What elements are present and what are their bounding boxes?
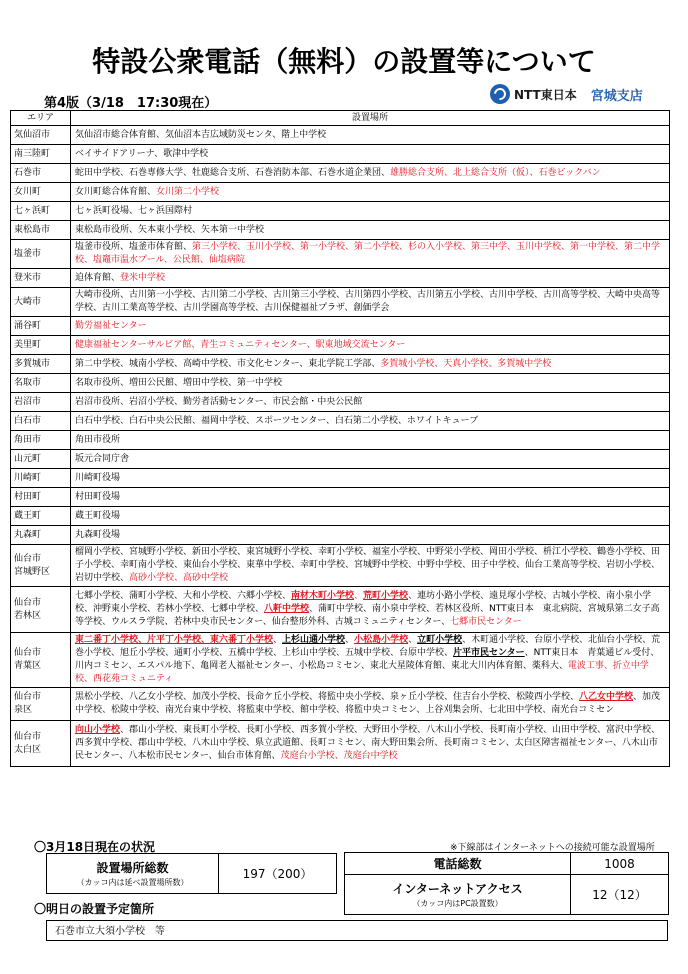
location-cell bbox=[71, 721, 670, 767]
location-cell bbox=[71, 488, 670, 507]
area-name: 泉区 bbox=[14, 705, 33, 715]
location-cell bbox=[71, 450, 670, 469]
internet-sub: （カッコ内はPC設置数） bbox=[412, 899, 503, 908]
internet-label-cell bbox=[345, 875, 571, 915]
col-header-location: 設置場所 bbox=[71, 111, 670, 126]
area-cell bbox=[11, 393, 71, 412]
area-name: 村田町 bbox=[14, 491, 42, 502]
area-cell bbox=[11, 488, 71, 507]
location-cell bbox=[71, 126, 670, 145]
location-text: 榴岡小学校、宮城野小学校、新田小学校、東宮城野小学校、幸町小学校、福室小学校、中野栄小学校、岡田小学校、枡江小学校、鶴巻小学校、田子小学校、幸町南小学校、東仙台小学校、東華中学校、幸町中学校、宮城野中学校、中野中学校、田子中学校、仙台工業高等学校、岩切小学校、岩切中学校、 bbox=[75, 547, 661, 583]
location-cell bbox=[71, 336, 670, 355]
location-text: 、加茂中学校、松陵中学校、南光台東中学校、将監東中学校、館中学校、将監中央コミセン、上谷刈集会所、七北田中学校、南光台コミセン bbox=[75, 692, 661, 715]
logo-text: NTT東日本 bbox=[514, 87, 577, 102]
phones-label-cell bbox=[345, 853, 571, 875]
location-text: 茂庭台小学校、茂庭台中学校 bbox=[280, 751, 398, 761]
area-cell bbox=[11, 633, 71, 688]
area-cell bbox=[11, 317, 71, 336]
area-name: 東松島市 bbox=[14, 224, 51, 235]
table-row bbox=[11, 221, 670, 240]
location-text: 気仙沼市総合体育館、気仙沼本吉広域防災センタ、階上中学校 bbox=[75, 129, 327, 140]
area-cell bbox=[11, 164, 71, 183]
location-text: 七郷市民センター bbox=[450, 617, 522, 627]
area-name: 仙台市 bbox=[14, 648, 42, 658]
location-cell bbox=[71, 240, 670, 269]
underline-note: ※下線部はインターネットへの接続可能な設置場所 bbox=[450, 843, 655, 853]
location-text: 七ヶ浜町役場、七ヶ浜国際村 bbox=[75, 205, 193, 216]
location-text: 蔵王町役場 bbox=[75, 510, 121, 521]
table-row bbox=[11, 488, 670, 507]
table-row bbox=[11, 317, 670, 336]
table-row bbox=[11, 587, 670, 633]
location-text: 向山小学校 bbox=[75, 725, 121, 735]
area-name: 仙台市 bbox=[14, 597, 42, 608]
area-cell bbox=[11, 431, 71, 450]
branch-name: 宮城支店 bbox=[590, 88, 643, 104]
location-text: 電波工事、折立中学校、西花苑コミュニティ bbox=[75, 661, 649, 684]
location-cell bbox=[71, 145, 670, 164]
area-cell bbox=[11, 545, 71, 587]
location-text: 、 bbox=[273, 635, 283, 645]
area-name: 名取市 bbox=[14, 377, 42, 388]
location-text: 高砂小学校、高砂中学校 bbox=[129, 573, 229, 583]
area-cell bbox=[11, 126, 71, 145]
location-text: 、蒲町中学校、南小泉中学校、若林区役所、NTT東日本 東北病院、宮城県第二女子高等学校、ウルスラ学院、若林中央市民センター、仙台整形外科、古城コミュニティセンター、 bbox=[75, 604, 660, 627]
location-text: 小松島小学校 bbox=[354, 635, 409, 645]
location-cell bbox=[71, 431, 670, 450]
internet-label: インターネットアクセス bbox=[392, 882, 523, 896]
location-text: 、木町通小学校、台原小学校、北仙台小学校、荒巻小学校、旭丘小学校、通町小学校、五橋中学校、上杉山中学校、五城中学校、台原中学校、 bbox=[75, 635, 661, 658]
location-text: 坂元合同庁舎 bbox=[75, 453, 130, 464]
locations-sub: （カッコ内は延べ設置場所数） bbox=[76, 878, 189, 887]
area-cell bbox=[11, 288, 71, 317]
area-name: 大崎市 bbox=[14, 296, 42, 307]
location-text: 雄勝総合支所、北上総合支所（仮）、石巻ビックバン bbox=[390, 167, 601, 178]
location-cell bbox=[71, 269, 670, 288]
area-name: 角田市 bbox=[14, 434, 42, 445]
location-text: 八乙女中学校 bbox=[579, 692, 634, 702]
location-text: 立町小学校 bbox=[417, 635, 463, 645]
location-cell bbox=[71, 587, 670, 633]
area-name: 登米市 bbox=[14, 272, 42, 283]
area-name: 美里町 bbox=[14, 339, 42, 350]
area-cell bbox=[11, 355, 71, 374]
table-row bbox=[11, 431, 670, 450]
location-cell bbox=[71, 183, 670, 202]
location-text: 第三小学校、玉川小学校、第一小学校、第二小学校、杉の入小学校、第三中学、玉川中学校、第一中学校、第二中学校、塩竈市温水プール、公民館、仙塩病院 bbox=[75, 242, 661, 265]
locations-label-cell bbox=[47, 854, 219, 894]
area-name: 川崎町 bbox=[14, 472, 42, 483]
edition-label: 第4版（3/18 17:30現在） bbox=[44, 96, 218, 111]
tomorrow-value: 石巻市立大須小学校 等 bbox=[46, 920, 668, 941]
ntt-logo bbox=[490, 84, 643, 104]
col-header-area: エリア bbox=[11, 111, 71, 126]
locations-value: 197（200） bbox=[219, 854, 337, 894]
area-cell bbox=[11, 145, 71, 164]
location-text: 荒町小学校 bbox=[363, 591, 409, 601]
table-row bbox=[11, 469, 670, 488]
table-row bbox=[11, 269, 670, 288]
area-name: 宮城野区 bbox=[14, 566, 51, 577]
location-cell bbox=[71, 164, 670, 183]
area-cell bbox=[11, 336, 71, 355]
area-cell bbox=[11, 221, 71, 240]
table-row bbox=[11, 545, 670, 587]
location-text: 、 bbox=[345, 635, 355, 645]
area-cell bbox=[11, 688, 71, 721]
area-name: 太白区 bbox=[14, 744, 42, 755]
phones-value: 1008 bbox=[571, 853, 669, 875]
table-row bbox=[11, 126, 670, 145]
area-name: 仙台市 bbox=[14, 553, 42, 564]
area-name: 南三陸町 bbox=[14, 148, 51, 159]
table-row bbox=[11, 633, 670, 688]
area-cell bbox=[11, 526, 71, 545]
area-name: 白石市 bbox=[14, 415, 42, 426]
location-text: 黒松小学校、八乙女小学校、加茂小学校、長命ケ丘小学校、将監中央小学校、泉ヶ丘小学校、住吉台小学校、松陵西小学校、 bbox=[75, 692, 580, 702]
locations-label: 設置場所総数 bbox=[96, 861, 169, 875]
phones-box bbox=[344, 852, 669, 915]
location-text: 上杉山通小学校 bbox=[282, 635, 346, 645]
tomorrow-heading: 〇明日の設置予定箇所 bbox=[34, 902, 155, 916]
location-text: ベイサイドアリーナ、歌津中学校 bbox=[75, 148, 209, 159]
location-text: 、NTT東日本 青葉通ビル受付、川内コミセン、エスパル地下、亀岡老人福祉センター、小松島コミセン、東北大星陵体育館、東北大川内体育館、薬科大、 bbox=[75, 648, 660, 671]
status-heading: 〇3月18日現在の状況 bbox=[34, 840, 156, 854]
location-text: 多賀城小学校、天真小学校、多賀城中学校 bbox=[380, 358, 552, 369]
area-cell bbox=[11, 507, 71, 526]
location-text: 、 bbox=[408, 635, 418, 645]
area-cell bbox=[11, 450, 71, 469]
location-text: 、 bbox=[354, 591, 364, 601]
area-name: 蔵王町 bbox=[14, 510, 42, 521]
area-cell bbox=[11, 469, 71, 488]
area-cell bbox=[11, 412, 71, 431]
location-text: 南材木町小学校 bbox=[291, 591, 355, 601]
location-text: 片平市民センター bbox=[453, 648, 525, 658]
location-cell bbox=[71, 633, 670, 688]
location-cell bbox=[71, 202, 670, 221]
location-text: 岩沼市役所、岩沼小学校、勤労者活動センター、市民会館・中央公民館 bbox=[75, 396, 363, 407]
location-cell bbox=[71, 374, 670, 393]
location-text: 東松島市役所、矢本東小学校、矢本第一中学校 bbox=[75, 224, 265, 235]
location-text: 川崎町役場 bbox=[75, 472, 121, 483]
area-name: 岩沼市 bbox=[14, 396, 42, 407]
location-text: 登米中学校 bbox=[120, 272, 166, 283]
area-cell bbox=[11, 202, 71, 221]
table-row bbox=[11, 355, 670, 374]
location-text: 、郡山小学校、東長町小学校、長町小学校、西多賀小学校、大野田小学校、八木山小学校、長町南小学校、山田中学校、富沢中学校、西多賀中学校、郡山中学校、八木山中学校、県立武道館、長町コミセン、南大野田集会所、長町南コミセン、太白区障害福祉センター、八木山市民センター、八本松市民センター、仙台市体育館、 bbox=[75, 725, 661, 761]
table-row bbox=[11, 412, 670, 431]
location-cell bbox=[71, 288, 670, 317]
location-table bbox=[10, 110, 670, 767]
table-row bbox=[11, 450, 670, 469]
area-cell bbox=[11, 374, 71, 393]
location-cell bbox=[71, 688, 670, 721]
location-text: 大崎市役所、古川第一小学校、古川第二小学校、古川第三小学校、古川第四小学校、古川第五小学校、古川中学校、古川高等学校、大崎中央高等学校、古川工業高等学校、古川学園高等学校、古川保健福祉プラザ、創価学会 bbox=[75, 290, 661, 313]
area-name: 丸森町 bbox=[14, 529, 42, 540]
area-name: 気仙沼市 bbox=[14, 129, 51, 140]
location-text: 東二番丁小学校、片平丁小学校、東六番丁小学校 bbox=[75, 635, 274, 645]
table-row bbox=[11, 145, 670, 164]
area-name: 七ヶ浜町 bbox=[14, 205, 51, 216]
location-text: 丸森町役場 bbox=[75, 529, 121, 540]
phones-label: 電話総数 bbox=[433, 857, 482, 871]
location-cell bbox=[71, 412, 670, 431]
ntt-logo-icon bbox=[490, 84, 510, 104]
table-row bbox=[11, 526, 670, 545]
table-row bbox=[11, 288, 670, 317]
table-row bbox=[11, 240, 670, 269]
location-text: 、連坊小路小学校、遠見塚小学校、古城小学校、南小泉小学校、沖野東小学校、若林小学校、七郷中学校、 bbox=[75, 591, 652, 614]
area-cell bbox=[11, 240, 71, 269]
area-name: 若林区 bbox=[14, 610, 42, 621]
location-cell bbox=[71, 545, 670, 587]
location-cell bbox=[71, 526, 670, 545]
area-name: 石巻市 bbox=[14, 167, 42, 178]
table-row bbox=[11, 393, 670, 412]
table-row bbox=[11, 374, 670, 393]
internet-value: 12（12） bbox=[571, 875, 669, 915]
area-name: 女川町 bbox=[14, 186, 42, 197]
location-cell bbox=[71, 469, 670, 488]
page-title: 特設公衆電話（無料）の設置等について bbox=[92, 45, 596, 78]
table-row bbox=[11, 164, 670, 183]
location-text: 迫体育館、 bbox=[75, 272, 121, 283]
location-cell bbox=[71, 507, 670, 526]
area-name: 仙台市 bbox=[14, 692, 42, 702]
area-name: 塩釜市 bbox=[14, 248, 42, 259]
area-name: 山元町 bbox=[14, 453, 42, 464]
table-row bbox=[11, 336, 670, 355]
location-text: 名取市役所、増田公民館、増田中学校、第一中学校 bbox=[75, 377, 283, 388]
table-row bbox=[11, 688, 670, 721]
table-row bbox=[11, 507, 670, 526]
area-cell bbox=[11, 721, 71, 767]
location-text: 角田市役所 bbox=[75, 434, 121, 445]
locations-box bbox=[46, 853, 337, 894]
area-name: 仙台市 bbox=[14, 731, 42, 742]
location-text: 七郷小学校、蒲町小学校、大和小学校、六郷小学校、 bbox=[75, 591, 292, 601]
area-name: 青葉区 bbox=[14, 661, 42, 671]
location-text: 勤労福祉センター bbox=[75, 320, 147, 331]
location-cell bbox=[71, 317, 670, 336]
table-row bbox=[11, 721, 670, 767]
location-text: 蛇田中学校、石巻専修大学、牡鹿総合支所、石巻消防本部、石巻水道企業団、 bbox=[75, 167, 391, 178]
area-cell bbox=[11, 183, 71, 202]
table-row bbox=[11, 183, 670, 202]
area-name: 多賀城市 bbox=[14, 358, 51, 369]
location-cell bbox=[71, 393, 670, 412]
area-cell bbox=[11, 269, 71, 288]
table-row bbox=[11, 202, 670, 221]
area-name: 涌谷町 bbox=[14, 320, 42, 331]
location-text: 白石中学校、白石中央公民館、福岡中学校、スポーツセンター、白石第二小学校、ホワイトキューブ bbox=[75, 415, 479, 426]
location-cell bbox=[71, 355, 670, 374]
location-cell bbox=[71, 221, 670, 240]
area-cell bbox=[11, 587, 71, 633]
location-text: 女川第二小学校 bbox=[156, 186, 220, 197]
location-text: 八軒中学校 bbox=[264, 604, 310, 614]
location-text: 第二中学校、城南小学校、高崎中学校、市文化センター、東北学院工学部、 bbox=[75, 358, 381, 369]
location-text: 女川町総合体育館、 bbox=[75, 186, 157, 197]
location-text: 健康福祉センターサルビア館、青生コミュニティセンター、駅東地域交流センター bbox=[75, 339, 406, 350]
location-text: 塩釜市役所、塩釜市体育館、 bbox=[75, 242, 193, 252]
location-text: 村田町役場 bbox=[75, 491, 121, 502]
